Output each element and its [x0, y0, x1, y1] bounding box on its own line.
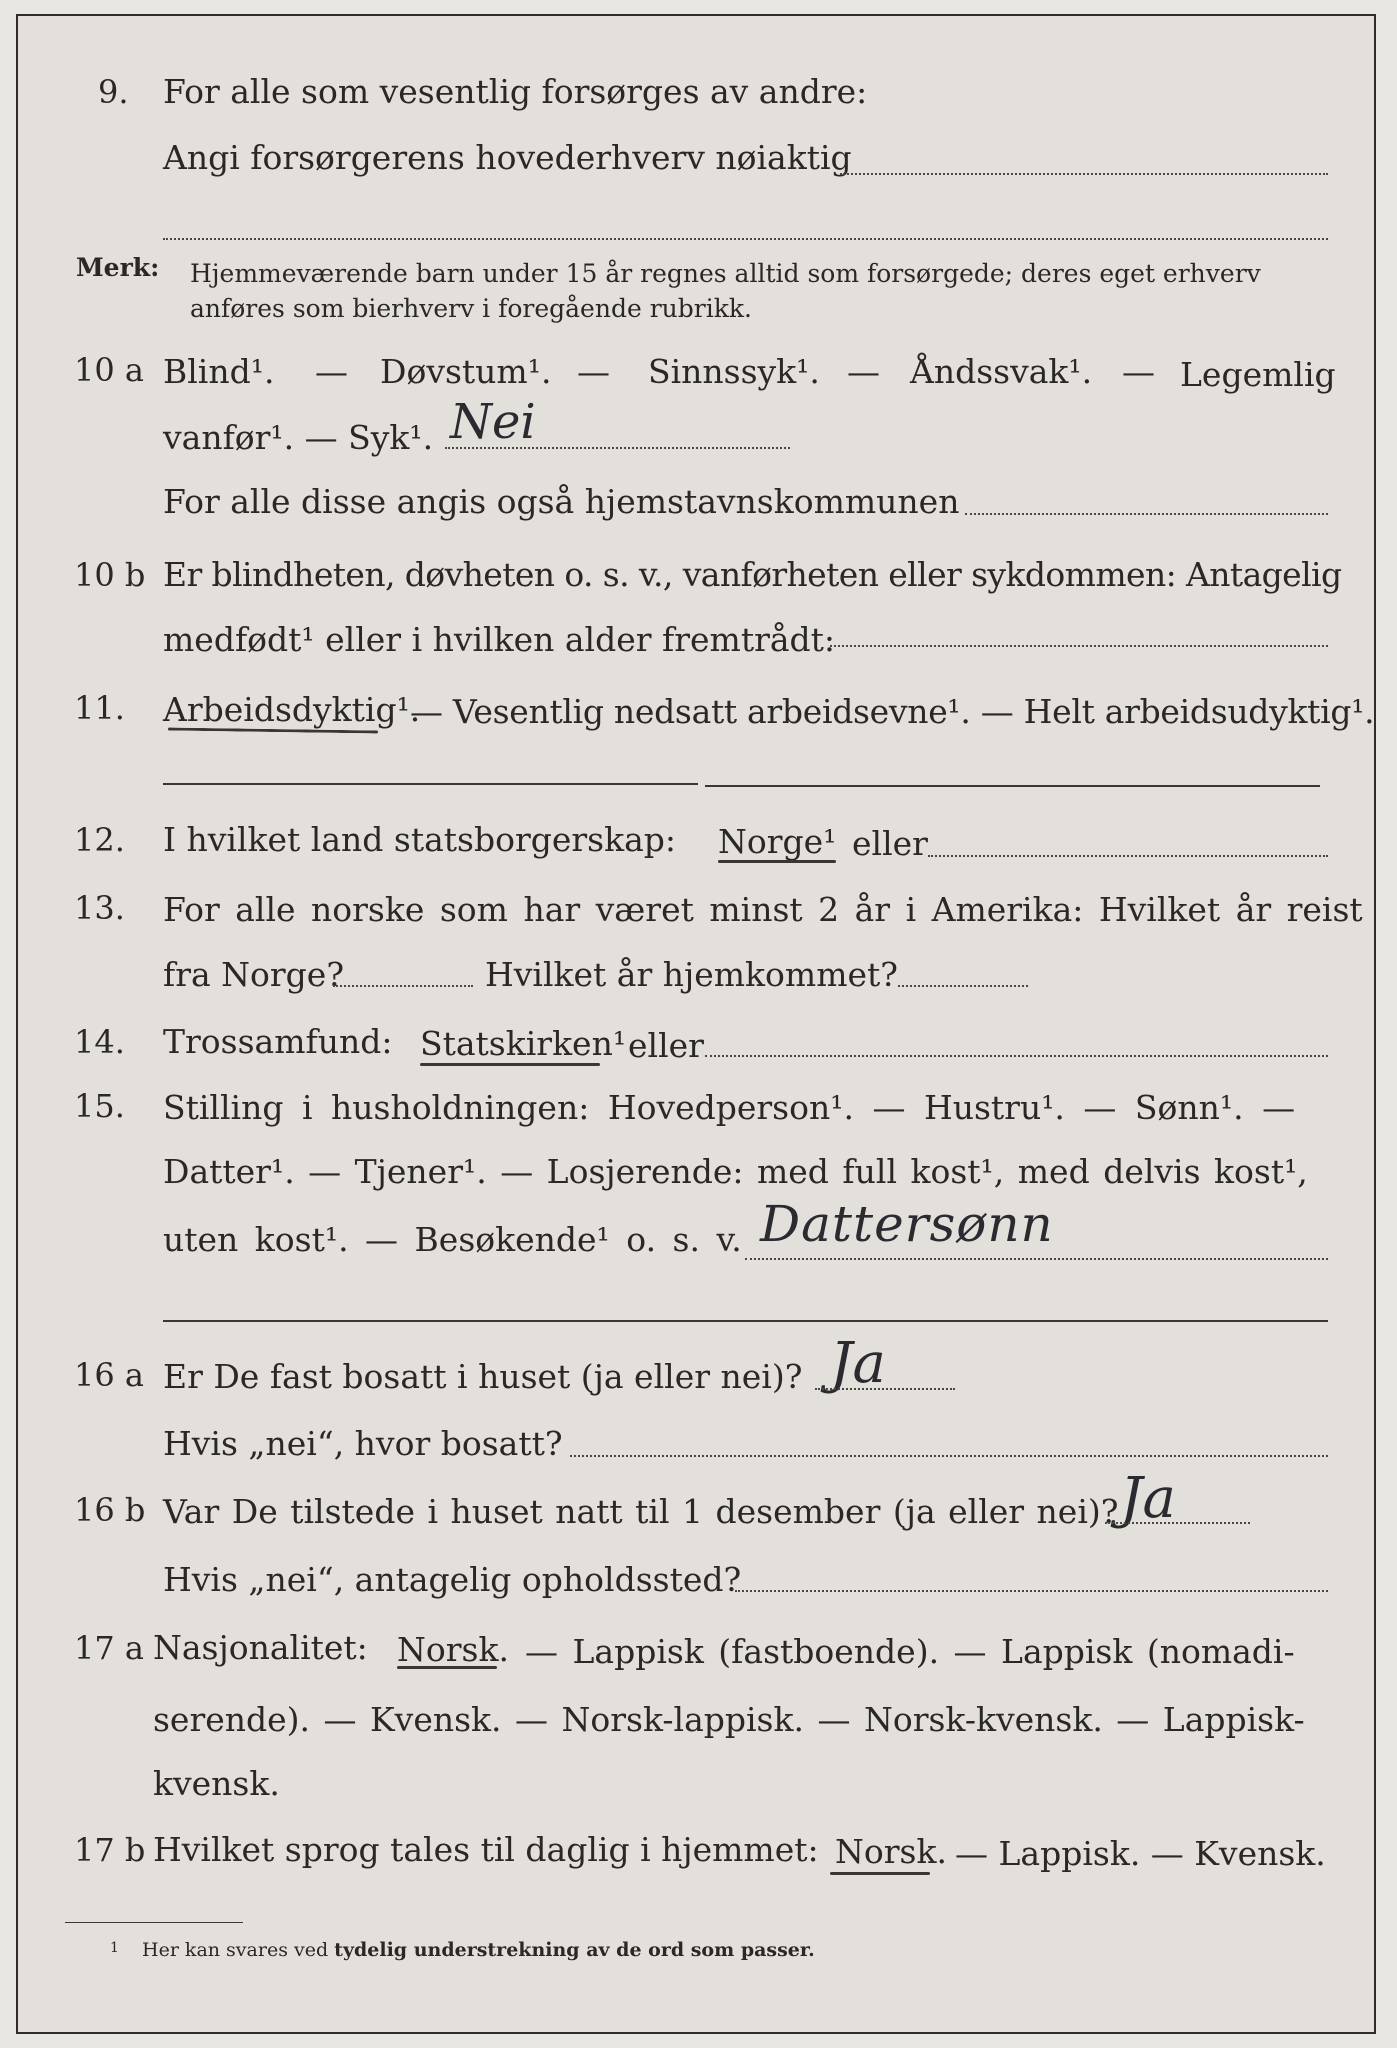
footnote-bold: tydelig understrekning av de ord som passer. — [334, 1939, 815, 1961]
merk-text-line1: Hjemmeværende barn under 15 år regnes alltid som forsørgede; deres eget erhverv — [190, 259, 1261, 288]
q17b-option-norsk: Norsk. — [835, 1832, 947, 1871]
q15-line2: Datter¹. — Tjener¹. — Losjerende: med full kost¹, med delvis kost¹, — [163, 1152, 1308, 1191]
q16b-number: 16 b — [74, 1491, 146, 1529]
q9-text-line2: Angi forsørgerens hovederhverv nøiaktig — [163, 138, 852, 177]
q13-returned-year-line[interactable] — [898, 985, 1028, 987]
q11-other-options: — Vesentlig nedsatt arbeidsevne¹. — Helt arbeidsudyktig¹. — [410, 692, 1375, 731]
q10a-handwritten-answer: Nei — [450, 394, 536, 450]
q12-answer-line[interactable] — [928, 855, 1328, 857]
q10a-dash: — — [577, 352, 610, 391]
q15-handwritten-answer: Dattersønn — [760, 1195, 1054, 1253]
q9-text-line1: For alle som vesentlig forsørges av andre: — [163, 72, 868, 111]
footnote-plain: Her kan svares ved — [142, 1939, 329, 1961]
q15-separator — [163, 1320, 1328, 1322]
q10a-dash: — — [847, 352, 880, 391]
q9-number: 9. — [98, 73, 129, 111]
q16a-line1: Er De fast bosatt i huset (ja eller nei)? — [163, 1357, 803, 1396]
q17b-label: Hvilket sprog tales til daglig i hjemmet: — [153, 1830, 819, 1869]
q12-number: 12. — [74, 821, 125, 859]
footnote-rule — [65, 1922, 243, 1923]
q15-answer-line[interactable] — [745, 1258, 1328, 1260]
q17b-number: 17 b — [74, 1831, 146, 1869]
q10a-number: 10 a — [74, 351, 144, 389]
q17b-other-options: — Lappisk. — Kvensk. — [955, 1834, 1326, 1873]
q14-answer-line[interactable] — [705, 1055, 1328, 1057]
q9-answer-line-2[interactable] — [163, 238, 1328, 240]
q14-text: Trossamfund: — [163, 1022, 393, 1061]
merk-text-line2: anføres som bierhverv i foregående rubrikk. — [190, 294, 752, 323]
q12-text: I hvilket land statsborgerskap: — [163, 820, 677, 859]
q16a-residence-line[interactable] — [570, 1455, 1328, 1457]
q10a-dovstum: Døvstum¹. — [380, 352, 552, 391]
q16a-number: 16 a — [74, 1356, 144, 1394]
q13-emigrated-year-line[interactable] — [333, 985, 473, 987]
q17a-option-norsk: Norsk. — [397, 1630, 509, 1669]
q14-number: 14. — [74, 1023, 125, 1061]
q11-separator — [163, 783, 698, 785]
q16b-location-line[interactable] — [735, 1590, 1328, 1592]
q12-option-norge: Norge¹ — [718, 822, 837, 861]
q16a-line2: Hvis „nei“, hvor bosatt? — [163, 1424, 563, 1463]
q17a-underline-mark — [397, 1666, 497, 1669]
q10a-line3: For alle disse angis også hjemstavnskommunen — [163, 482, 960, 521]
q10b-line1: Er blindheten, døvheten o. s. v., vanførheten eller sykdommen: Antagelig — [163, 555, 1342, 594]
footnote-text — [142, 1938, 815, 1962]
q16b-answer-line[interactable] — [1105, 1522, 1250, 1524]
q12-eller: eller — [852, 824, 928, 863]
q17a-rest-line1: — Lappisk (fastboende). — Lappisk (nomadi- — [525, 1632, 1295, 1671]
q12-underline-mark — [718, 860, 836, 863]
q9-answer-line[interactable] — [840, 173, 1328, 175]
q16b-handwritten-answer: Ja — [1120, 1466, 1176, 1531]
q10a-dash: — — [1122, 352, 1155, 391]
q14-eller: eller — [628, 1026, 704, 1065]
q16b-line1: Var De tilstede i huset natt til 1 desember (ja eller nei)? — [163, 1492, 1119, 1531]
merk-label: Merk: — [76, 253, 160, 282]
q16a-handwritten-answer: Ja — [830, 1331, 886, 1396]
q15-line1: Stilling i husholdningen: Hovedperson¹. — Hustru¹. — Sønn¹. — — [163, 1088, 1296, 1127]
q10b-line2: medfødt¹ eller i hvilken alder fremtrådt: — [163, 620, 836, 659]
q17a-line2: serende). — Kvensk. — Norsk-lappisk. — Norsk-kvensk. — Lappisk- — [153, 1700, 1305, 1739]
q11-separator-2 — [705, 785, 1320, 787]
q10a-answer-line[interactable] — [445, 447, 790, 449]
q17a-label: Nasjonalitet: — [153, 1628, 368, 1667]
footnote-mark: 1 — [110, 1940, 119, 1956]
q15-line3: uten kost¹. — Besøkende¹ o. s. v. — [163, 1220, 742, 1259]
q11-number: 11. — [74, 689, 125, 727]
q10a-blind: Blind¹. — [163, 352, 275, 391]
q13-number: 13. — [74, 889, 125, 927]
q14-underline-mark — [420, 1063, 600, 1066]
q16b-line2: Hvis „nei“, antagelig opholdssted? — [163, 1560, 742, 1599]
q17b-underline-mark — [830, 1872, 930, 1875]
q10a-municipality-line[interactable] — [965, 513, 1328, 515]
q10a-sinnssyk: Sinnssyk¹. — [648, 352, 820, 391]
q13-line1: For alle norske som har været minst 2 år i Amerika: Hvilket år reist — [163, 890, 1363, 929]
q15-number: 15. — [74, 1087, 125, 1125]
q11-option-arbeidsdyktig: Arbeidsdyktig¹. — [163, 690, 421, 729]
q17a-line3: kvensk. — [153, 1764, 280, 1803]
q14-option-statskirken: Statskirken¹ — [420, 1024, 627, 1063]
q17a-number: 17 a — [74, 1629, 144, 1667]
q10b-answer-line[interactable] — [830, 645, 1328, 647]
q13-line2a: fra Norge? — [163, 955, 345, 994]
q10a-legemlig: Legemlig — [1180, 355, 1336, 394]
q16a-answer-line[interactable] — [815, 1388, 955, 1390]
q10a-andssvak: Åndssvak¹. — [910, 352, 1093, 391]
q10a-dash: — — [315, 352, 348, 391]
q10b-number: 10 b — [74, 556, 146, 594]
q10a-line2: vanfør¹. — Syk¹. — [163, 418, 434, 457]
q13-line2b: Hvilket år hjemkommet? — [485, 955, 898, 994]
